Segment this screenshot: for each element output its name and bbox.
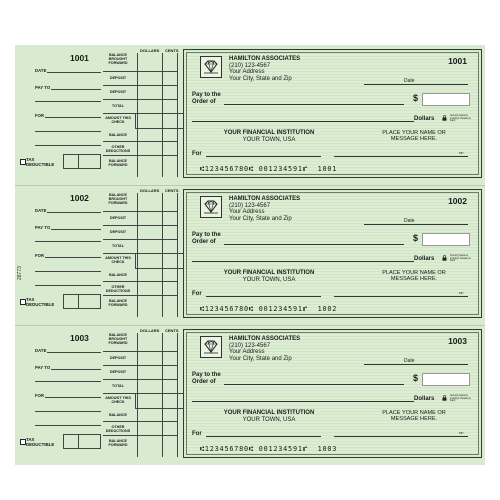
stub-row-line xyxy=(103,421,177,422)
stub-for-line3 xyxy=(35,285,101,286)
stub-row-line xyxy=(103,351,177,352)
check-stub xyxy=(15,45,180,185)
signature-line[interactable] xyxy=(334,156,468,157)
company-name: HAMILTON ASSOCIATES xyxy=(229,196,301,202)
tax-amount-box xyxy=(63,294,101,309)
stub-amount-this-check: AMOUNT THIS CHECK xyxy=(105,396,131,404)
signature-line[interactable] xyxy=(334,296,468,297)
stub-check-number: 1003 xyxy=(70,333,89,343)
pay-to-label: Pay to the Order of xyxy=(192,372,221,385)
micr-account: 001234591⑈ xyxy=(258,165,308,173)
check-number: 1001 xyxy=(448,56,467,66)
stub-row-line xyxy=(103,435,177,436)
tax-amount-box xyxy=(63,434,101,449)
stub-date-line xyxy=(47,352,101,353)
stub-other-deductions: OTHER DEDUCTIONS xyxy=(105,145,131,153)
diamond-logo-icon xyxy=(200,336,222,358)
date-label: Date xyxy=(404,218,415,224)
stub-row-line xyxy=(103,71,177,72)
stub-balance-forward: BALANCE FORWARD xyxy=(108,299,128,307)
check-stub xyxy=(15,185,180,325)
signature-line[interactable] xyxy=(334,436,468,437)
check-number: 1002 xyxy=(448,196,467,206)
micr-account: 001234591⑈ xyxy=(258,305,308,313)
memo-label: For xyxy=(192,431,202,437)
stub-other-deductions: OTHER DEDUCTIONS xyxy=(105,285,131,293)
payee-line[interactable] xyxy=(224,244,404,245)
stub-payto-line2 xyxy=(35,241,101,242)
dollar-sign: $ xyxy=(413,233,419,243)
pay-to-label: Pay to the Order of xyxy=(192,232,221,245)
company-phone: (210) 123-4567 xyxy=(229,342,271,349)
stub-date-line xyxy=(47,72,101,73)
tax-deductible-label: TAX DEDUCTIBLE xyxy=(26,157,55,167)
bank-city: YOUR TOWN, USA xyxy=(242,416,296,423)
stub-for-line2 xyxy=(35,131,101,132)
bank-city: YOUR TOWN, USA xyxy=(242,276,296,283)
stub-payto-line2 xyxy=(35,381,101,382)
micr-routing: ⑆123456780⑆ xyxy=(200,305,254,313)
message-line-1: PLACE YOUR NAME OR xyxy=(382,130,446,136)
stub-balance-brought-forward: BALANCE BROUGHT FORWARD xyxy=(108,193,128,205)
dollar-sign: $ xyxy=(413,93,419,103)
stub-payto-label: PAY TO xyxy=(35,225,51,230)
stub-for-line3 xyxy=(35,425,101,426)
bank-name: YOUR FINANCIAL INSTITUTION xyxy=(223,410,315,416)
micr-line xyxy=(200,305,337,313)
stub-deposit-2: DEPOSIT xyxy=(109,90,127,94)
check-number: 1003 xyxy=(448,336,467,346)
check-row xyxy=(15,185,485,325)
micr-check-number: 1002 xyxy=(317,305,338,313)
mp-mark: MP xyxy=(459,151,464,155)
security-note: Security features included. Details on back. xyxy=(450,254,471,263)
stub-row-line xyxy=(103,141,177,142)
stub-for-label: FOR xyxy=(35,113,45,118)
message-line-2: MESSAGE HERE. xyxy=(390,276,438,283)
stub-payto-line xyxy=(51,369,101,370)
micr-check-number: 1001 xyxy=(317,165,338,173)
amount-words-line[interactable] xyxy=(192,401,414,402)
stub-cents-header: CENTS xyxy=(165,188,179,193)
stub-row-line xyxy=(103,295,177,296)
memo-label: For xyxy=(192,291,202,297)
stub-check-number: 1002 xyxy=(70,193,89,203)
mp-mark: MP xyxy=(459,431,464,435)
stub-date-label: DATE xyxy=(35,208,47,213)
tax-box-divider xyxy=(78,434,79,448)
stub-row-line xyxy=(103,99,177,100)
stub-payto-label: PAY TO xyxy=(35,85,51,90)
dollars-label: Dollars xyxy=(414,396,435,402)
stub-deposit-1: DEPOSIT xyxy=(109,216,127,220)
date-line xyxy=(364,364,468,365)
security-note: Security features included. Details on back. xyxy=(450,114,471,123)
stub-for-line xyxy=(45,257,101,258)
stub-balance: BALANCE xyxy=(108,413,128,417)
company-city: Your City, State and Zip xyxy=(229,75,292,82)
stub-balance-brought-forward: BALANCE BROUGHT FORWARD xyxy=(108,53,128,65)
micr-line xyxy=(200,445,337,453)
company-block xyxy=(229,336,300,362)
date-label: Date xyxy=(404,78,415,84)
padlock-icon xyxy=(442,395,447,401)
message-line-1: PLACE YOUR NAME OR xyxy=(382,410,446,416)
amount-box[interactable] xyxy=(422,373,470,386)
check xyxy=(183,329,482,458)
security-note: Security features included. Details on back. xyxy=(450,394,471,403)
company-phone: (210) 123-4567 xyxy=(229,62,271,69)
stub-date-label: DATE xyxy=(35,348,47,353)
stub-row-line xyxy=(103,211,177,212)
stub-payto-line2 xyxy=(35,101,101,102)
message-line-2: MESSAGE HERE. xyxy=(390,416,438,423)
stub-balance-brought-forward: BALANCE BROUGHT FORWARD xyxy=(108,333,128,345)
stub-date-label: DATE xyxy=(35,68,47,73)
amount-words-line[interactable] xyxy=(192,121,414,122)
product-code: 28773 xyxy=(17,266,23,280)
tax-deductible-label: TAX DEDUCTIBLE xyxy=(26,437,55,447)
message-block xyxy=(364,130,464,143)
micr-account: 001234591⑈ xyxy=(258,445,308,453)
stub-total: TOTAL xyxy=(112,104,124,108)
stub-for-line2 xyxy=(35,271,101,272)
payee-line[interactable] xyxy=(224,104,404,105)
stub-row-line xyxy=(103,365,177,366)
stub-deposit-2: DEPOSIT xyxy=(109,230,127,234)
stub-total: TOTAL xyxy=(112,384,124,388)
check xyxy=(183,189,482,318)
padlock-icon xyxy=(442,115,447,121)
date-line xyxy=(364,84,468,85)
company-city: Your City, State and Zip xyxy=(229,355,292,362)
dollars-label: Dollars xyxy=(414,256,435,262)
stub-deposit-2: DEPOSIT xyxy=(109,370,127,374)
check xyxy=(183,49,482,178)
memo-label: For xyxy=(192,151,202,157)
stub-date-line xyxy=(47,212,101,213)
company-city: Your City, State and Zip xyxy=(229,215,292,222)
stub-for-label: FOR xyxy=(35,253,45,258)
micr-check-number: 1003 xyxy=(317,445,338,453)
stub-payto-label: PAY TO xyxy=(35,365,51,370)
padlock-icon xyxy=(442,255,447,261)
tax-box-divider xyxy=(78,294,79,308)
stub-balance: BALANCE xyxy=(108,273,128,277)
company-phone: (210) 123-4567 xyxy=(229,202,271,209)
tax-deductible-label: TAX DEDUCTIBLE xyxy=(26,297,55,307)
memo-line[interactable] xyxy=(206,156,321,157)
pay-to-label: Pay to the Order of xyxy=(192,92,221,105)
stub-total: TOTAL xyxy=(112,244,124,248)
stub-for-line3 xyxy=(35,145,101,146)
stub-row-line xyxy=(103,225,177,226)
check-stub xyxy=(15,325,180,465)
stub-cents-header: CENTS xyxy=(165,48,179,53)
bank-block xyxy=(214,270,324,283)
mp-mark: MP xyxy=(459,291,464,295)
company-name: HAMILTON ASSOCIATES xyxy=(229,336,301,342)
stub-dollars-header: DOLLARS xyxy=(140,328,160,333)
message-line-1: PLACE YOUR NAME OR xyxy=(382,270,446,276)
stub-deposit-1: DEPOSIT xyxy=(109,76,127,80)
tax-amount-box xyxy=(63,154,101,169)
dollar-sign: $ xyxy=(413,373,419,383)
stub-row-line xyxy=(103,379,177,380)
tax-box-divider xyxy=(78,154,79,168)
amount-box[interactable] xyxy=(422,233,470,246)
check-row xyxy=(15,45,485,185)
stub-amount-this-check: AMOUNT THIS CHECK xyxy=(105,256,131,264)
date-line xyxy=(364,224,468,225)
stub-for-line2 xyxy=(35,411,101,412)
stub-payto-line xyxy=(51,229,101,230)
stub-balance-forward: BALANCE FORWARD xyxy=(108,439,128,447)
payee-line[interactable] xyxy=(224,384,404,385)
memo-line[interactable] xyxy=(206,436,321,437)
micr-line xyxy=(200,165,337,173)
message-block xyxy=(364,410,464,423)
stub-cents-header: CENTS xyxy=(165,328,179,333)
stub-other-deductions: OTHER DEDUCTIONS xyxy=(105,425,131,433)
stub-deposit-1: DEPOSIT xyxy=(109,356,127,360)
micr-routing: ⑆123456780⑆ xyxy=(200,165,254,173)
diamond-logo-icon xyxy=(200,196,222,218)
stub-balance-forward: BALANCE FORWARD xyxy=(108,159,128,167)
diamond-logo-icon xyxy=(200,56,222,78)
stub-check-number: 1001 xyxy=(70,53,89,63)
message-block xyxy=(364,270,464,283)
date-label: Date xyxy=(404,358,415,364)
bank-name: YOUR FINANCIAL INSTITUTION xyxy=(223,130,315,136)
stub-amount-this-check: AMOUNT THIS CHECK xyxy=(105,116,131,124)
stub-row-line xyxy=(103,239,177,240)
bank-city: YOUR TOWN, USA xyxy=(242,136,296,143)
dollars-label: Dollars xyxy=(414,116,435,122)
stub-for-line xyxy=(45,397,101,398)
stub-for-line xyxy=(45,117,101,118)
stub-balance: BALANCE xyxy=(108,133,128,137)
company-address: Your Address xyxy=(229,349,265,355)
company-address: Your Address xyxy=(229,209,265,215)
stub-dollars-header: DOLLARS xyxy=(140,188,160,193)
company-address: Your Address xyxy=(229,69,265,75)
stub-row-line xyxy=(103,155,177,156)
company-block xyxy=(229,196,300,222)
stub-row-line xyxy=(103,85,177,86)
memo-line[interactable] xyxy=(206,296,321,297)
message-line-2: MESSAGE HERE. xyxy=(390,136,438,143)
bank-block xyxy=(214,410,324,423)
bank-name: YOUR FINANCIAL INSTITUTION xyxy=(223,270,315,276)
stub-payto-line xyxy=(51,89,101,90)
company-block xyxy=(229,56,300,82)
check-row xyxy=(15,325,485,465)
stub-for-label: FOR xyxy=(35,393,45,398)
micr-routing: ⑆123456780⑆ xyxy=(200,445,254,453)
check-sheet xyxy=(15,45,485,465)
stub-dollars-header: DOLLARS xyxy=(140,48,160,53)
company-name: HAMILTON ASSOCIATES xyxy=(229,56,301,62)
amount-box[interactable] xyxy=(422,93,470,106)
bank-block xyxy=(214,130,324,143)
amount-words-line[interactable] xyxy=(192,261,414,262)
stub-row-line xyxy=(103,281,177,282)
